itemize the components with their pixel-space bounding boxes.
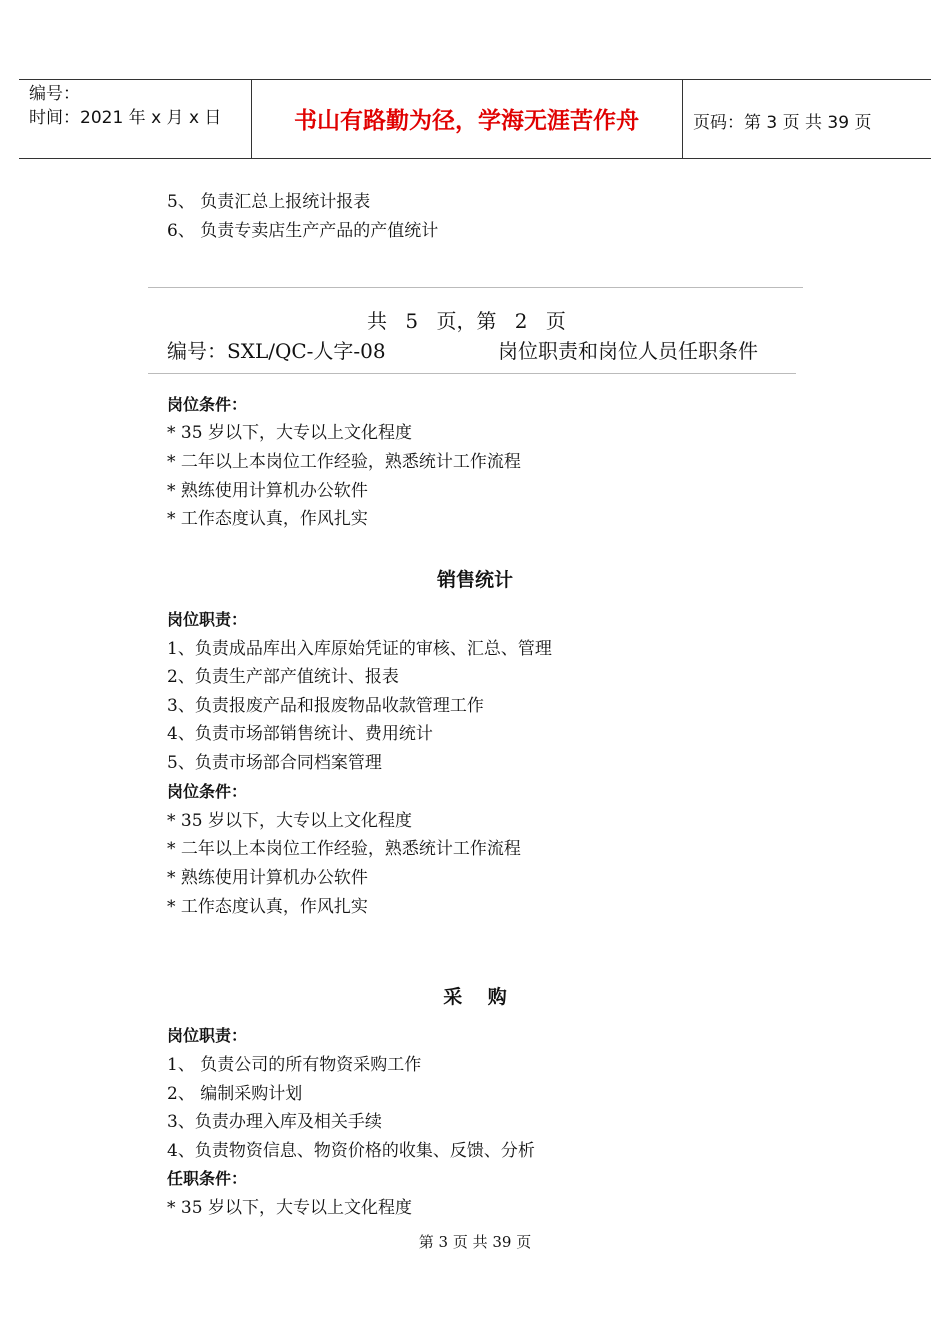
header-number-label: 编号：: [29, 84, 80, 104]
list-item: 5、 负责汇总上报统计报表: [167, 192, 371, 212]
header-divider: [682, 80, 683, 158]
list-item: 4、负责物资信息、物资价格的收集、反馈、分析: [167, 1141, 535, 1161]
list-item: 1、负责成品库出入库原始凭证的审核、汇总、管理: [167, 639, 552, 659]
list-item: * 35 岁以下，大专以上文化程度: [167, 811, 412, 831]
section-heading: 任职条件：: [167, 1169, 248, 1188]
separator-page-number: 共 5 页，第 2 页: [367, 309, 566, 333]
separator-rule: [148, 373, 796, 374]
separator-doc-title: 岗位职责和岗位人员任职条件: [498, 339, 758, 363]
list-item: 2、 编制采购计划: [167, 1084, 303, 1104]
list-item: 4、负责市场部销售统计、费用统计: [167, 724, 433, 744]
section-title: 采 购: [443, 986, 507, 1008]
section-heading: 岗位条件：: [167, 782, 248, 801]
list-item: 3、负责办理入库及相关手续: [167, 1112, 382, 1132]
section-heading: 岗位职责：: [167, 1026, 248, 1045]
list-item: * 工作态度认真，作风扎实: [167, 897, 368, 917]
list-item: * 35 岁以下，大专以上文化程度: [167, 423, 412, 443]
separator-doc-code: 编号：SXL/QC-人字-08: [167, 339, 386, 363]
list-item: * 熟练使用计算机办公软件: [167, 481, 368, 501]
list-item: 3、负责报废产品和报废物品收款管理工作: [167, 696, 484, 716]
section-title: 销售统计: [436, 569, 513, 591]
list-item: * 工作态度认真，作风扎实: [167, 509, 368, 529]
list-item: 2、负责生产部产值统计、报表: [167, 667, 399, 687]
header-meta: [29, 82, 221, 130]
page-footer: 第 3 页 共 39 页: [418, 1233, 532, 1251]
list-item: 1、 负责公司的所有物资采购工作: [167, 1055, 422, 1075]
section-heading: 岗位条件：: [167, 395, 248, 414]
list-item: 5、负责市场部合同档案管理: [167, 753, 382, 773]
header-time-label: 时间：2021 年 x 月 x 日: [29, 108, 222, 128]
list-item: * 二年以上本岗位工作经验，熟悉统计工作流程: [167, 839, 521, 859]
list-item: 6、 负责专卖店生产产品的产值统计: [167, 221, 439, 241]
header-page-label: 页码：第 3 页 共 39 页: [693, 113, 872, 133]
header-motto: 书山有路勤为径，学海无涯苦作舟: [294, 108, 639, 134]
list-item: * 二年以上本岗位工作经验，熟悉统计工作流程: [167, 452, 521, 472]
list-item: * 35 岁以下，大专以上文化程度: [167, 1198, 412, 1218]
separator-rule: [148, 287, 803, 288]
page-header: [19, 79, 931, 159]
list-item: * 熟练使用计算机办公软件: [167, 868, 368, 888]
section-heading: 岗位职责：: [167, 610, 248, 629]
